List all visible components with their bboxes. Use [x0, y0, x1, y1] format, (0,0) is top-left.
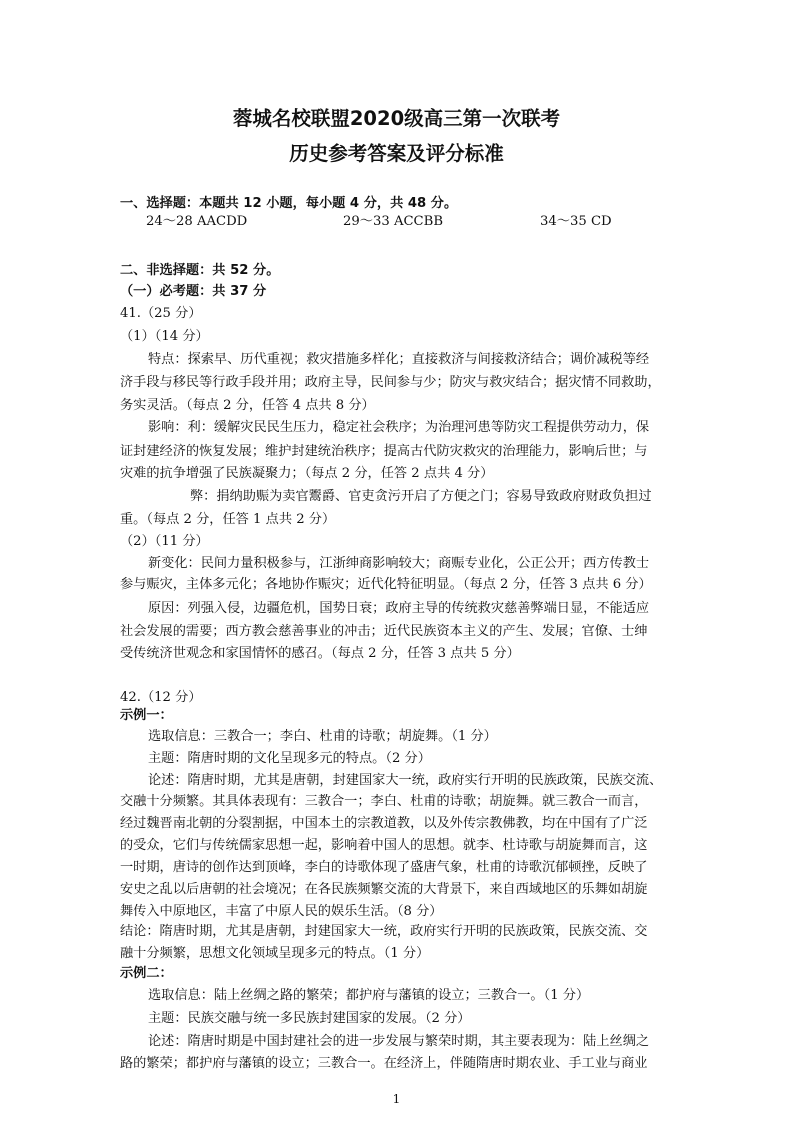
- q41-text-line: 特点：探索早、历代重视；救灾措施多样化；直接救济与间接救济结合；调价减税等经: [148, 352, 650, 367]
- q42-text-line: 论述：隋唐时期，尤其是唐朝，封建国家大一统，政府实行开明的民族政策，民族交流、: [148, 773, 663, 788]
- q42-text-line: 主题：隋唐时期的文化呈现多元的特点。（2 分）: [148, 751, 431, 766]
- q41-text-line: 参与赈灾，主体多元化；各地协作赈灾；近代化特征明显。（每点 2 分，任答 3 点共 6 分）: [120, 577, 652, 592]
- q42-text-line: 的受众，它们与传统儒家思想一起，影响着中国人的思想。就李、杜诗歌与胡旋舞而言，这: [120, 838, 648, 853]
- answer-group-2: 29～33 ACCBB: [343, 214, 444, 229]
- q41-text-line: 证封建经济的恢复发展；维护封建统治秩序；提高古代防灾救灾的治理能力，影响后世；与: [120, 444, 648, 459]
- example1-label: 示例一：: [120, 708, 173, 723]
- q41-text-line: 影响：利：缓解灾民民生压力，稳定社会秩序；为治理河患等防灾工程提供劳动力，保: [148, 420, 650, 435]
- q41-text-line: 新变化：民间力量积极参与，江浙绅商影响较大；商赈专业化，公正公开；西方传教士: [148, 556, 650, 571]
- q42-text-line: 经过魏晋南北朝的分裂割据，中国本土的宗教道教，以及外传宗教佛教，均在中国有了广泛: [120, 816, 648, 831]
- q41-number: 41.（25 分）: [120, 306, 202, 321]
- q41-text-line: 济手段与移民等行政手段并用；政府主导，民间参与少；防灾与救灾结合；据灾情不同救助，: [120, 375, 661, 390]
- q41-part1-label: （1）（14 分）: [120, 329, 209, 344]
- q42-text-line: 结论：隋唐时期，尤其是唐朝，封建国家大一统，政府实行开明的民族政策，民族交流、交: [120, 924, 648, 939]
- q41-text-line: 重。（每点 2 分，任答 1 点共 2 分）: [120, 512, 336, 527]
- q42-text-line: 舞传入中原地区，丰富了中原人民的娱乐生活。（8 分）: [120, 904, 443, 919]
- q42-text-line: 选取信息：陆上丝绸之路的繁荣；都护府与藩镇的设立；三教合一。（1 分）: [148, 988, 590, 1003]
- q42-text-line: 一时期，唐诗的创作达到顶峰，李白的诗歌体现了盛唐气象，杜甫的诗歌沉郁顿挫，反映了: [120, 860, 648, 875]
- answer-group-3: 34～35 CD: [540, 214, 612, 229]
- q42-text-line: 安史之乱以后唐朝的社会境况；在各民族频繁交流的大背景下，来自西域地区的乐舞如胡旋: [120, 882, 648, 897]
- document-title: 蓉城名校联盟2020级高三第一次联考: [232, 107, 561, 130]
- section2-heading: 二、非选择题：共 52 分。: [120, 263, 280, 278]
- section1-heading: 一、选择题：本题共 12 小题，每小题 4 分，共 48 分。: [120, 196, 458, 211]
- q42-number: 42.（12 分）: [120, 690, 202, 705]
- document-subtitle: 历史参考答案及评分标准: [289, 142, 504, 165]
- q41-text-line: 灾难的抗争增强了民族凝聚力；（每点 2 分，任答 2 点共 4 分）: [120, 466, 494, 481]
- q41-text-line: 受传统济世观念和家国情怀的感召。（每点 2 分，任答 3 点共 5 分）: [120, 646, 520, 661]
- section2-sub-heading: （一）必考题：共 37 分: [120, 284, 267, 299]
- q42-text-line: 路的繁荣；都护府与藩镇的设立；三教合一。在经济上，伴随隋唐时期农业、手工业与商业: [120, 1056, 648, 1071]
- q42-text-line: 融十分频繁，思想文化领域呈现多元的特点。（1 分）: [120, 946, 430, 961]
- example2-label: 示例二：: [120, 966, 173, 981]
- q41-text-line: 弊：捐纳助赈为卖官鬻爵、官吏贪污开启了方便之门；容易导致政府财政负担过: [190, 489, 652, 504]
- q42-text-line: 主题：民族交融与统一多民族封建国家的发展。（2 分）: [148, 1011, 471, 1026]
- q41-text-line: 务实灵活。（每点 2 分，任答 4 点共 8 分）: [120, 398, 375, 413]
- q41-text-line: 原因：列强入侵，边疆危机，国势日衰；政府主导的传统救灾慈善弊端日显，不能适应: [148, 601, 650, 616]
- q41-text-line: 社会发展的需要；西方教会慈善事业的冲击；近代民族资本主义的产生、发展；官僚、士绅: [120, 624, 648, 639]
- q42-text-line: 交融十分频繁。其具体表现有：三教合一；李白、杜甫的诗歌；胡旋舞。就三教合一而言，: [120, 794, 648, 809]
- page-number: 1: [392, 1092, 401, 1106]
- q42-text-line: 论述：隋唐时期是中国封建社会的进一步发展与繁荣时期，其主要表现为：陆上丝绸之: [148, 1034, 650, 1049]
- q41-part2-label: （2）（11 分）: [120, 534, 209, 549]
- answer-group-1: 24～28 AACDD: [146, 214, 248, 229]
- q42-text-line: 选取信息：三教合一；李白、杜甫的诗歌；胡旋舞。（1 分）: [148, 729, 497, 744]
